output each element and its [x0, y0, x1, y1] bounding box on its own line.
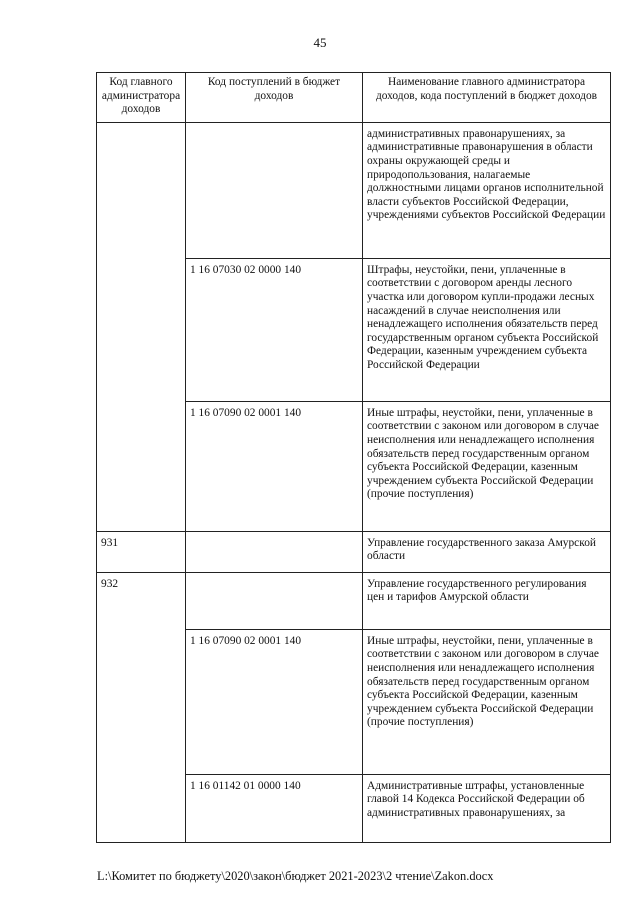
revenue-table: [96, 72, 611, 843]
name-extra-text: (прочие поступления): [367, 716, 474, 729]
header-revenue-code: Код поступлений в бюджет доходов: [186, 73, 363, 123]
admin-code-cell: [97, 122, 186, 258]
name-cell: административных правонарушениях, за административные правонарушения в области охраны окружающей среды и природопользования, налагаемые должностными лицами органов исполнительной власти субъектов Российской Федерации, учреждениями субъектов Российской Федерации: [363, 122, 611, 258]
table-row: [97, 774, 611, 842]
table-header-row: [97, 73, 611, 123]
table-row: [97, 531, 611, 572]
header-admin-code: Код главного администратора доходов: [97, 73, 186, 123]
revenue-code-cell: 1 16 01142 01 0000 140: [186, 774, 363, 842]
admin-code-cell: 932: [97, 572, 186, 629]
admin-code-cell: [97, 774, 186, 842]
revenue-code-cell: [186, 531, 363, 572]
revenue-code-cell: [186, 122, 363, 258]
table-row: [97, 572, 611, 629]
revenue-code-cell: 1 16 07090 02 0001 140: [186, 629, 363, 774]
name-cell: Административные штрафы, установленные главой 14 Кодекса Российской Федерации об административных правонарушениях, за: [363, 774, 611, 842]
table-row: [97, 629, 611, 774]
admin-code-cell: [97, 258, 186, 401]
name-cell: Управление государственного заказа Амурской области: [363, 531, 611, 572]
name-cell: Штрафы, неустойки, пени, уплаченные в соответствии с договором аренды лесного участка или договором купли-продажи лесных насаждений в случае неисполнения или ненадлежащего исполнения обязательств перед государственным органом субъекта Российской Федерации, казенным учреждением субъекта Российской Федерации: [363, 258, 611, 401]
name-cell: Иные штрафы, неустойки, пени, уплаченные в соответствии с законом или договором в случае неисполнения или ненадлежащего исполнения обязательств перед государственным органом субъекта Российской Федерации, казенным учреждением субъекта Российской Федерации (прочие поступления): [363, 401, 611, 531]
page-number: 45: [313, 35, 327, 50]
revenue-code-cell: 1 16 07090 02 0001 140: [186, 401, 363, 531]
revenue-code-cell: [186, 572, 363, 629]
admin-code-cell: [97, 401, 186, 531]
name-cell: [363, 629, 611, 774]
name-cell: Управление государственного регулирования цен и тарифов Амурской области: [363, 572, 611, 629]
revenue-code-cell: 1 16 07030 02 0000 140: [186, 258, 363, 401]
admin-code-cell: 931: [97, 531, 186, 572]
table-row: [97, 401, 611, 531]
table-row: [97, 122, 611, 258]
table-row: [97, 258, 611, 401]
file-path-footer: L:\Комитет по бюджету\2020\закон\бюджет 2021-2023\2 чтение\Zakon.docx: [97, 869, 494, 883]
name-text: Иные штрафы, неустойки, пени, уплаченные в соответствии с законом или договором в случае неисполнения или ненадлежащего исполнения обязательств перед государственным органом субъекта Российской Федерации, казенным учреждением субъекта Российской Федерации: [367, 634, 599, 715]
admin-code-cell: [97, 629, 186, 774]
header-name: Наименование главного администратора доходов, кода поступлений в бюджет доходов: [363, 73, 611, 123]
